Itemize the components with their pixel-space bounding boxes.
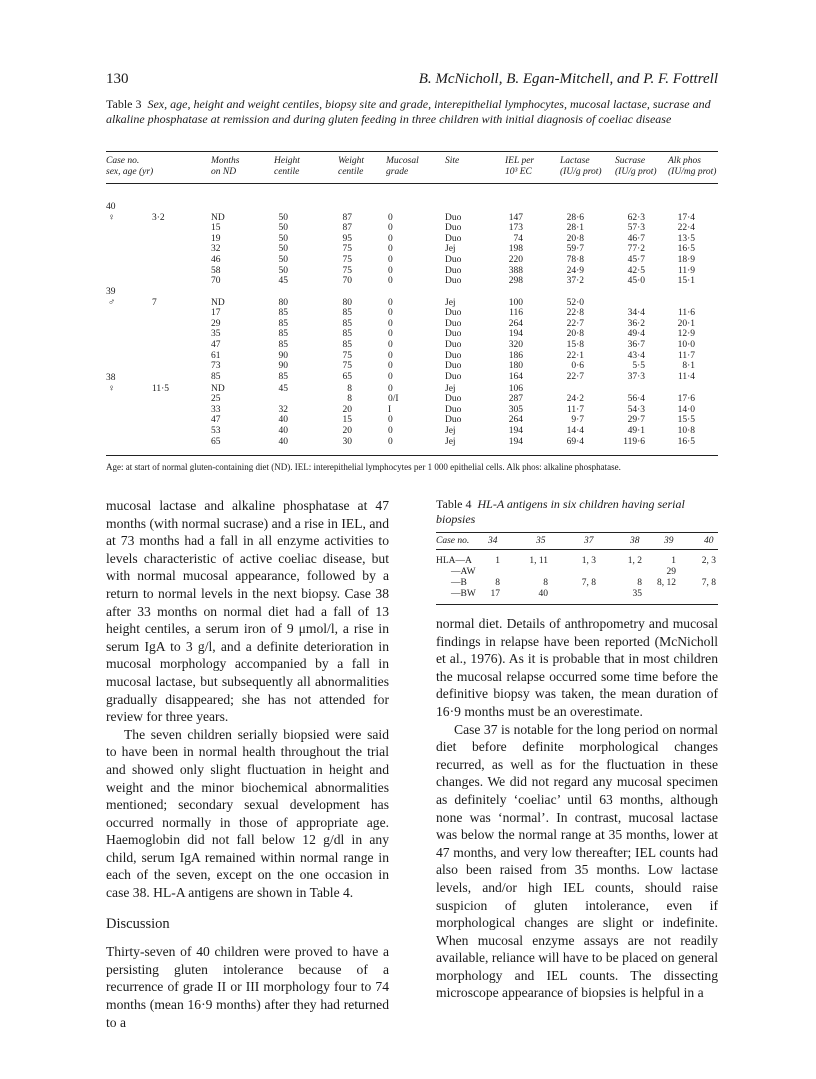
table-cell: 42·5 (627, 265, 645, 276)
table-cell: 11·7 (566, 404, 584, 415)
table-cell: 14·4 (566, 426, 584, 436)
table-cell: Duo (445, 361, 462, 372)
table-row (106, 329, 718, 340)
table3-header-lactase: Lactase (IU/g prot) (560, 156, 602, 177)
table-row (106, 361, 718, 372)
table-cell: Duo (445, 212, 462, 223)
table3-header-months: Months on ND (211, 156, 240, 177)
table-cell: 0 (388, 436, 393, 447)
table-cell: Duo (445, 340, 462, 350)
table3-header-case: Case no. sex, age (yr) (106, 156, 154, 177)
table-cell: Duo (445, 329, 462, 340)
table-cell: 53 (211, 426, 221, 436)
table-cell: 8 (347, 383, 352, 394)
table-cell: 37·3 (627, 371, 645, 382)
table-cell: 85 (278, 340, 288, 350)
table-cell: 75 (342, 361, 352, 372)
table-cell: 85 (342, 340, 352, 350)
table-cell: 50 (278, 223, 288, 234)
right-paragraph-2: Case 37 is notable for the long period on normal diet before definite morphological changes recurred, as well as for the fluctuation in these changes. We did not regard any mucosal specimen as definitely ‘coeliac’ until 63 months, although none was ‘normal’. In contrast, mucosal lactase was below the normal range at 35 months, lower at 47 months, and very low thereafter; IEL counts had also been raised from 35 months. Low lactase levels, and/or high IEL counts, should raise suspicion of gluten intolerance, even if morphological changes are slight or indefinite. When mucosal enzyme assays are not readily available, reliance will have to be placed on general morphology and IEL counts. The dissecting microscope appearance of biopsies is helpful in a (436, 721, 718, 1001)
table-cell: 2, 3 (701, 556, 716, 566)
table-cell: 45 (278, 383, 288, 394)
table-cell: 11·4 (677, 371, 695, 382)
table-cell: 0 (388, 318, 393, 329)
table-cell: 7, 8 (581, 578, 596, 588)
case-number-39: 39 (106, 287, 116, 297)
table-cell: 61 (211, 350, 221, 361)
table-cell: 54·3 (627, 404, 645, 415)
table-cell: Duo (445, 394, 462, 405)
table-cell: 1 (671, 556, 676, 566)
age: 11·5 (152, 383, 170, 394)
table-cell: 75 (342, 265, 352, 276)
table-row (106, 213, 718, 224)
table-row (106, 234, 718, 245)
table3-header-height: Height centile (274, 156, 300, 177)
table-cell: 65 (211, 436, 221, 447)
table-cell: I (388, 404, 392, 415)
table-cell: Duo (445, 265, 462, 276)
table-row (106, 340, 718, 351)
table-cell: 45 (278, 276, 288, 287)
left-paragraph-2: The seven children serially biopsied were said to have been in normal health throughout the trial and showed only slight fluctuation in height and weight and the minor biochemical abnormalities mentioned; secondary sexual development has occurred normally in those of appropriate age. Haemoglobin did not fall below 12 g/dl in any child, serum IgA remained within normal range in each of the seven, except on the one occasion in case 38. HL-A antigens are shown in Table 4. (106, 726, 389, 901)
age: 7 (152, 297, 157, 308)
table-cell: 70 (211, 276, 221, 287)
table-row (106, 266, 718, 277)
table-cell: 80 (278, 297, 288, 308)
table-cell: 75 (342, 255, 352, 265)
table-row (106, 255, 718, 266)
table-cell: 173 (508, 223, 523, 234)
table-cell: 40 (538, 589, 548, 599)
table-cell: 36·2 (627, 318, 645, 329)
table4-label: Table 4 (436, 497, 472, 511)
table-cell: 29 (666, 567, 676, 577)
table-cell: 10·8 (677, 426, 695, 436)
table-cell: 10·0 (677, 340, 695, 350)
table-cell: 85 (278, 308, 288, 319)
table-row (106, 223, 718, 234)
table-cell: 35 (632, 589, 642, 599)
case-number-38: 38 (106, 373, 116, 383)
table-cell: 8 (495, 578, 500, 588)
case-number-40: 40 (106, 202, 116, 212)
table-cell: 22·1 (566, 350, 584, 361)
table-cell: 14·0 (677, 404, 695, 415)
table-cell: 106 (508, 383, 523, 394)
table-cell: 32 (278, 404, 288, 415)
table-cell: 28·1 (566, 223, 584, 234)
table-cell: 8·1 (682, 361, 695, 372)
table-cell: 46 (211, 255, 221, 265)
table-cell: 40 (278, 436, 288, 447)
table-cell: 100 (508, 297, 523, 308)
table-cell: 0 (388, 383, 393, 394)
table-cell: 147 (508, 212, 523, 223)
table4-top-rule (436, 532, 718, 533)
running-authors: B. McNicholl, B. Egan-Mitchell, and P. F. Fottrell (418, 71, 718, 87)
table-cell: 85 (278, 318, 288, 329)
table-cell: 78·8 (566, 255, 584, 265)
table-cell: 47 (211, 340, 221, 350)
table-cell: 47 (211, 415, 221, 426)
table-cell: 15 (342, 415, 352, 426)
table-cell: 46·7 (627, 233, 645, 244)
table-cell: 62·3 (627, 212, 645, 223)
table-cell: Duo (445, 318, 462, 329)
table-cell: 15·5 (677, 415, 695, 426)
table-row (106, 276, 718, 287)
left-paragraph-1: mucosal lactase and alkaline phosphatase at 47 months (with normal sucrase) and a rise in IEL, and at 73 months had a fall in all enzyme activities to levels characteristic of active coeliac disease, but with normal mucosal appearance, followed by a return to normal levels in the next biopsy. Case 38 after 33 months on normal diet had a fall of 13 height centiles, a serum iron of 9 μmol/l, a rise in serum IgA to 3 g/l, and a definite deterioration in mucosal morphology accompanied by a fall in mucosal lactase, but subsequently all abnormalities gradually disappeared; she has not attended for review for three years. (106, 498, 389, 725)
table4-caption (436, 497, 718, 527)
table3-header-iel: IEL per 10³ EC (505, 156, 535, 177)
table-cell: 287 (508, 394, 523, 405)
table-cell: 0 (388, 350, 393, 361)
table-cell: 22·7 (566, 371, 584, 382)
table-cell: 95 (342, 233, 352, 244)
table3-header-site: Site (445, 156, 460, 166)
table-row (106, 394, 718, 405)
table-cell: 0 (388, 223, 393, 234)
table-row (106, 244, 718, 255)
table-cell: Duo (445, 223, 462, 234)
table-cell: 85 (342, 308, 352, 319)
table4-header-row: Case no. 34 35 37 38 39 40 (436, 536, 714, 546)
table-cell: 22·4 (677, 223, 695, 234)
table-row (106, 384, 718, 395)
table-cell: 186 (508, 350, 523, 361)
table3-label: Table 3 (106, 97, 142, 111)
table-cell: 8 (347, 394, 352, 405)
table-cell: 0 (388, 415, 393, 426)
table-cell: 194 (508, 436, 523, 447)
table-cell: Jej (445, 297, 456, 308)
table-cell: ND (211, 383, 225, 394)
table-cell: 80 (342, 297, 352, 308)
table-cell: 87 (342, 212, 352, 223)
table-cell: 5·5 (632, 361, 645, 372)
table-cell: 85 (278, 371, 288, 382)
left-paragraph-3: Thirty-seven of 40 children were proved to have a persisting gluten intolerance because of a recurrence of grade II or III morphology four to 74 months (mean 16·9 months) after they had returned to a (106, 944, 389, 1030)
table-cell: 50 (278, 212, 288, 223)
table-cell: Jej (445, 244, 456, 255)
table-cell: 20·8 (566, 233, 584, 244)
right-column (436, 615, 718, 1002)
table-cell: 16·5 (677, 436, 695, 447)
table-cell: 1 (495, 556, 500, 566)
table-cell: 37·2 (566, 276, 584, 287)
table-row (106, 351, 718, 362)
table-cell: 20·1 (677, 318, 695, 329)
table-cell: 50 (278, 265, 288, 276)
table-cell: 264 (508, 415, 523, 426)
table-cell: 15 (211, 223, 221, 234)
table-cell: 30 (342, 436, 352, 447)
discussion-heading: Discussion (106, 915, 170, 932)
table-cell: Duo (445, 255, 462, 265)
table-cell: 57·3 (627, 223, 645, 234)
table3-bottom-rule (106, 455, 718, 456)
table3-caption-text: Sex, age, height and weight centiles, biopsy site and grade, interepithelial lymphocytes, mucosal lactase, sucrase and alkaline phosphatase at remission and during gluten feeding in three children with initial diagnosis of coeliac disease (106, 97, 711, 126)
table-cell: 0·6 (571, 361, 584, 372)
table-cell: Duo (445, 404, 462, 415)
sex-symbol: ♀ (108, 212, 116, 223)
table-row: —AW 29 (451, 567, 676, 577)
table4-bottom-rule (436, 604, 718, 605)
table-cell: 194 (508, 426, 523, 436)
table-row: HLA—A 1 1, 11 1, 3 1, 2 1 2, 3 (436, 556, 716, 566)
table-cell: 198 (508, 244, 523, 255)
page-number: 130 (106, 71, 129, 87)
table-row (106, 308, 718, 319)
table-cell: 0 (388, 265, 393, 276)
table-cell: 0 (388, 276, 393, 287)
table-cell: 49·1 (627, 426, 645, 436)
table-cell: Duo (445, 233, 462, 244)
table-cell: 40 (278, 415, 288, 426)
table-cell: 20·8 (566, 329, 584, 340)
table-cell: Duo (445, 350, 462, 361)
table4-caption-text: HL-A antigens in six children having serial biopsies (436, 497, 685, 526)
table-cell: 0 (388, 361, 393, 372)
table-cell: 17 (211, 308, 221, 319)
table-cell: 73 (211, 361, 221, 372)
running-header (106, 71, 718, 91)
table-cell: 40 (278, 426, 288, 436)
table-cell: 45·0 (627, 276, 645, 287)
table-cell: 305 (508, 404, 523, 415)
table-cell: 85 (278, 329, 288, 340)
table-cell: 56·4 (627, 394, 645, 405)
table-cell: 65 (342, 371, 352, 382)
table-cell: 0 (388, 233, 393, 244)
table-cell: 0 (388, 255, 393, 265)
table3-caption (106, 97, 718, 127)
table-cell: 90 (278, 350, 288, 361)
table-cell: Duo (445, 308, 462, 319)
table-cell: 32 (211, 244, 221, 255)
table-cell: 18·9 (677, 255, 695, 265)
table-cell: 11·6 (677, 308, 695, 319)
table-cell: 119·6 (623, 436, 645, 447)
table3-header-weight: Weight centile (338, 156, 365, 177)
table-cell: 49·4 (627, 329, 645, 340)
table-cell: 45·7 (627, 255, 645, 265)
table-cell: 25 (211, 394, 221, 405)
table-cell: 36·7 (627, 340, 645, 350)
table-cell: 29 (211, 318, 221, 329)
table-cell: 12·9 (677, 329, 695, 340)
table3-header-rule (106, 183, 718, 184)
table-cell: 28·6 (566, 212, 584, 223)
table-row: —BW 17 40 35 (451, 589, 642, 599)
table-cell: 15·8 (566, 340, 584, 350)
sex-symbol: ♂ (108, 297, 116, 308)
table-cell: 0 (388, 212, 393, 223)
table-cell: 17 (490, 589, 500, 599)
sex-symbol: ♀ (108, 383, 116, 394)
table-cell: 22·7 (566, 318, 584, 329)
table3-header-alk-phos: Alk phos (IU/mg prot) (668, 156, 717, 177)
table-row (106, 437, 718, 448)
table-cell: 0 (388, 371, 393, 382)
table-cell: 59·7 (566, 244, 584, 255)
table-cell: 11·9 (677, 265, 695, 276)
table-cell: 1, 2 (627, 556, 642, 566)
table-cell: 13·5 (677, 233, 695, 244)
table-row (106, 298, 718, 309)
table-row (106, 415, 718, 426)
table-cell: Duo (445, 371, 462, 382)
age: 3·2 (152, 212, 165, 223)
table-cell: 164 (508, 371, 523, 382)
table-cell: 52·0 (566, 297, 584, 308)
table-row (106, 405, 718, 416)
table-cell: 74 (513, 233, 523, 244)
table-cell: Jej (445, 436, 456, 447)
table-cell: 50 (278, 244, 288, 255)
table-cell: Jej (445, 426, 456, 436)
table-cell: 11·7 (677, 350, 695, 361)
right-paragraph-1: normal diet. Details of anthropometry and mucosal findings in relapse have been reported (McNicholl et al., 1976). As it is probable that in most children the mucosal relapse occurred some time before the definitive biopsy was taken, the mean duration of 16·9 months must be an overestimate. (436, 616, 718, 719)
table-cell: 8 (637, 578, 642, 588)
table-cell: 8, 12 (657, 578, 676, 588)
table-cell: 29·7 (627, 415, 645, 426)
table3-header-sucrase: Sucrase (IU/g prot) (615, 156, 657, 177)
table-row (106, 319, 718, 330)
left-column (106, 497, 389, 1031)
table-cell: 0 (388, 308, 393, 319)
table-cell: Duo (445, 276, 462, 287)
table-cell: 20 (342, 426, 352, 436)
table-cell: 77·2 (627, 244, 645, 255)
table-cell: 1, 11 (529, 556, 548, 566)
table-cell: 75 (342, 350, 352, 361)
table-cell: ND (211, 212, 225, 223)
table-cell: 87 (342, 223, 352, 234)
table-cell: 0 (388, 426, 393, 436)
table-cell: 0 (388, 244, 393, 255)
table-cell: 85 (342, 329, 352, 340)
table-cell: 33 (211, 404, 221, 415)
table-cell: Duo (445, 415, 462, 426)
table-row: —B 8 8 7, 8 8 8, 12 7, 8 (451, 578, 716, 588)
table-cell: 19 (211, 233, 221, 244)
table-cell: 16·5 (677, 244, 695, 255)
table-cell: 85 (211, 371, 221, 382)
table-cell: 7, 8 (701, 578, 716, 588)
table-cell: 20 (342, 404, 352, 415)
table-cell: 0 (388, 297, 393, 308)
table-cell: 180 (508, 361, 523, 372)
table-cell: 388 (508, 265, 523, 276)
table4-header-rule (436, 549, 718, 550)
table-cell: ND (211, 297, 225, 308)
table-cell: 0/I (388, 394, 399, 405)
table-cell: 1, 3 (581, 556, 596, 566)
table-cell: 34·4 (627, 308, 645, 319)
table-cell: 17·6 (677, 394, 695, 405)
table3-header-mucosal: Mucosal grade (386, 156, 419, 177)
table-cell: 264 (508, 318, 523, 329)
table-cell: 90 (278, 361, 288, 372)
table-cell: 116 (509, 308, 523, 319)
table-cell: Jej (445, 383, 456, 394)
table-cell: 0 (388, 340, 393, 350)
table-cell: 35 (211, 329, 221, 340)
table-cell: 298 (508, 276, 523, 287)
table-cell: 22·8 (566, 308, 584, 319)
table-cell: 24·9 (566, 265, 584, 276)
table-cell: 9·7 (571, 415, 584, 426)
table-row (106, 426, 718, 437)
table3-top-rule (106, 151, 718, 152)
table-cell: 43·4 (627, 350, 645, 361)
table-cell: 75 (342, 244, 352, 255)
table-cell: 194 (508, 329, 523, 340)
table-cell: 0 (388, 329, 393, 340)
table-cell: 85 (342, 318, 352, 329)
table-cell: 50 (278, 233, 288, 244)
table-cell: 15·1 (677, 276, 695, 287)
table-cell: 69·4 (566, 436, 584, 447)
table-cell: 220 (508, 255, 523, 265)
table-cell: 8 (543, 578, 548, 588)
table-cell: 50 (278, 255, 288, 265)
table-cell: 320 (508, 340, 523, 350)
table-cell: 70 (342, 276, 352, 287)
table-cell: 24·2 (566, 394, 584, 405)
table3-footnote: Age: at start of normal gluten-containing diet (ND). IEL: interepithelial lymphocytes per 1 000 epithelial cells. Alk phos: alkaline phosphatase. (106, 462, 621, 472)
table-cell: 17·4 (677, 212, 695, 223)
table-cell: 58 (211, 265, 221, 276)
